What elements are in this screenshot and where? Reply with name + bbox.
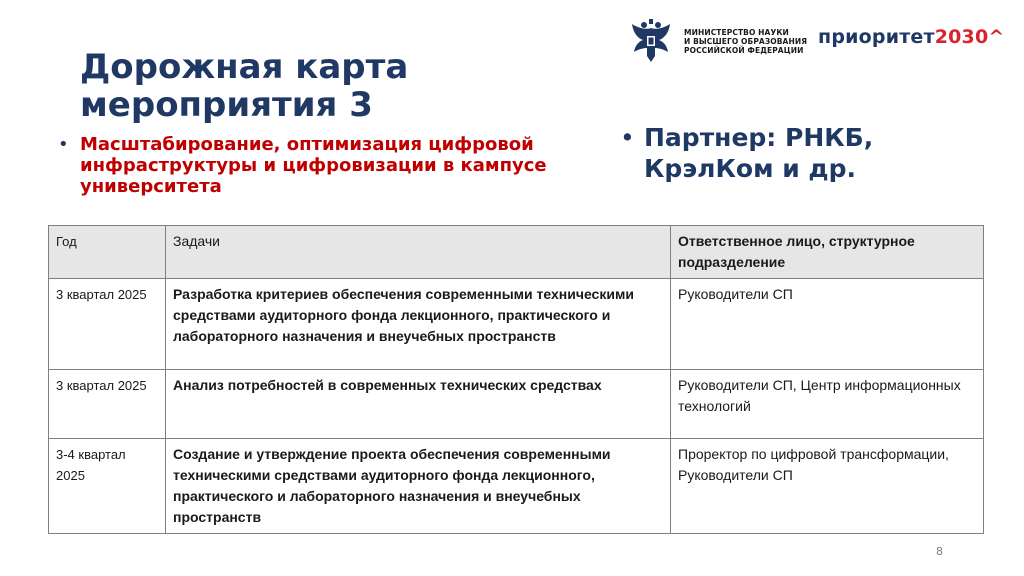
header-year: Год — [49, 226, 166, 279]
header-responsible: Ответственное лицо, структурное подразделение — [671, 226, 984, 279]
bullet-dot-icon: • — [58, 134, 69, 155]
ministry-logo-text — [684, 28, 807, 55]
ministry-line: МИНИСТЕРСТВО НАУКИ — [684, 28, 789, 37]
cell-year: 3-4 квартал 2025 — [49, 439, 166, 534]
goal-bullet — [58, 134, 598, 197]
roadmap-table — [48, 225, 984, 534]
cell-task: Разработка критериев обеспечения современными техническими средствами аудиторного фонда лекционного, практического и лабораторного назначения и внеучебных пространств — [166, 279, 671, 370]
cell-responsible: Руководители СП, Центр информационных технологий — [671, 370, 984, 439]
header-tasks: Задачи — [166, 226, 671, 279]
table-header-row — [49, 226, 984, 279]
table-row — [49, 370, 984, 439]
cell-responsible: Проректор по цифровой трансформации, Руководители СП — [671, 439, 984, 534]
table-row — [49, 279, 984, 370]
double-headed-eagle-emblem-icon — [626, 16, 676, 66]
partner-text: Партнер: РНКБ, КрэлКом и др. — [644, 123, 874, 183]
cell-year: 3 квартал 2025 — [49, 370, 166, 439]
table-row — [49, 439, 984, 534]
priority-number: 2030^ — [934, 26, 1005, 48]
title-line: Дорожная карта — [80, 47, 409, 87]
ministry-line: РОССИЙСКОЙ ФЕДЕРАЦИИ — [684, 46, 804, 55]
cell-year: 3 квартал 2025 — [49, 279, 166, 370]
ministry-line: И ВЫСШЕГО ОБРАЗОВАНИЯ — [684, 37, 808, 46]
title-line: мероприятия 3 — [80, 85, 373, 125]
slide-title — [80, 48, 408, 124]
cell-task: Создание и утверждение проекта обеспечения современными техническими средствами аудиторного фонда лекционного, практического и лабораторного назначения и внеучебных пространств — [166, 439, 671, 534]
priority-word: приоритет — [818, 26, 935, 48]
goal-text: Масштабирование, оптимизация цифровой инфраструктуры и цифровизации в кампусе университета — [80, 134, 547, 197]
priority-2030-logo — [818, 26, 1005, 48]
cell-responsible: Руководители СП — [671, 279, 984, 370]
page-number: 8 — [936, 545, 943, 558]
cell-task: Анализ потребностей в современных технических средствах — [166, 370, 671, 439]
bullet-dot-icon: • — [620, 123, 635, 152]
partner-bullet — [620, 122, 1000, 184]
